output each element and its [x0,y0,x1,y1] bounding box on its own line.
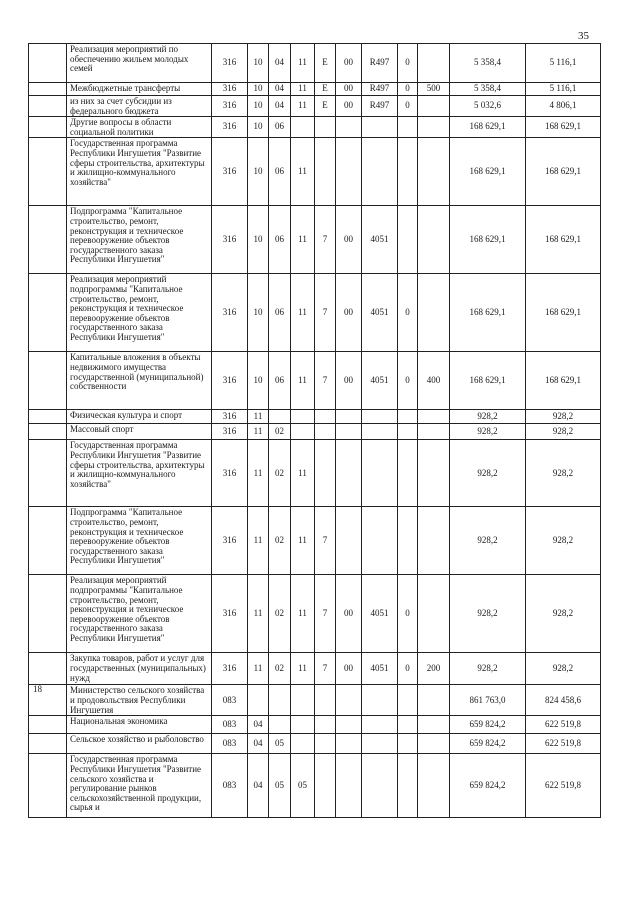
expense-type-code-cell [418,440,450,507]
gv-code-cell: 316 [212,274,248,352]
target-code-cell: 4051 [362,352,398,410]
item-name-cell: Реализация мероприятий подпрограммы "Капитальное строительство, ремонт, реконструкция и техническое перевооружение объектов государственного заказа Республики Ингушетия" [67,274,212,352]
amount-year2-cell: 5 116,1 [526,44,601,83]
amount-year2-cell: 622 519,8 [526,754,601,818]
direction-code-cell [336,117,362,138]
table-row [29,117,601,138]
amount-year1-cell: 928,2 [450,424,526,440]
direction-code-cell [336,410,362,424]
row-number-cell: 18 [29,685,67,716]
amount-year2-cell: 928,2 [526,575,601,653]
direction-code-cell [336,716,362,734]
direction-code-cell [336,424,362,440]
table-row [29,653,601,685]
expense-type-code-cell [418,734,450,754]
table-row [29,716,601,734]
subprogram-code-cell: Е [315,83,336,96]
item-name-cell: Подпрограмма "Капитальное строительство, ремонт, реконструкция и техническое перевооружение объектов государственного заказа Республики Ингушетия" [67,206,212,274]
table-row [29,96,601,117]
subsection-code-cell [269,685,291,716]
expense-type-code-cell [418,575,450,653]
amount-year1-cell: 861 763,0 [450,685,526,716]
direction-code-cell [336,685,362,716]
target-code-cell [362,716,398,734]
row-number-cell [29,440,67,507]
amount-year2-cell: 824 458,6 [526,685,601,716]
program-code-cell: 11 [291,653,315,685]
gv-code-cell: 316 [212,653,248,685]
direction-code-cell [336,754,362,818]
gv-code-cell: 083 [212,734,248,754]
subsection-code-cell [269,410,291,424]
subprogram-code-cell: 7 [315,507,336,575]
target-code-cell: 4051 [362,274,398,352]
program-code-cell [291,734,315,754]
direction-code-cell: 00 [336,352,362,410]
table-row [29,274,601,352]
row-number-cell [29,83,67,96]
row-number-cell [29,424,67,440]
table-body [29,44,601,818]
gv-code-cell: 316 [212,575,248,653]
row-number-cell [29,44,67,83]
program-code-cell [291,424,315,440]
amount-year1-cell: 659 824,2 [450,754,526,818]
gv-code-cell: 316 [212,117,248,138]
section-code-cell: 04 [248,716,269,734]
subsection-code-cell: 02 [269,507,291,575]
amount-year1-cell: 168 629,1 [450,206,526,274]
program-code-cell: 11 [291,206,315,274]
direction-code-cell [336,734,362,754]
table-row [29,44,601,83]
table-row [29,734,601,754]
expense-sub-code-cell [398,206,418,274]
expense-sub-code-cell: 0 [398,352,418,410]
expense-type-code-cell [418,410,450,424]
table-row [29,685,601,716]
item-name-cell: Министерство сельского хозяйства и продовольствия Республики Ингушетия [67,685,212,716]
gv-code-cell: 316 [212,83,248,96]
item-name-cell: Другие вопросы в области социальной политики [67,117,212,138]
amount-year2-cell: 5 116,1 [526,83,601,96]
subprogram-code-cell [315,410,336,424]
subprogram-code-cell [315,716,336,734]
program-code-cell [291,410,315,424]
table-row [29,440,601,507]
direction-code-cell [336,138,362,206]
program-code-cell [291,685,315,716]
row-number-cell [29,274,67,352]
program-code-cell: 11 [291,352,315,410]
expense-sub-code-cell: 0 [398,575,418,653]
subprogram-code-cell [315,138,336,206]
gv-code-cell: 316 [212,44,248,83]
section-code-cell: 04 [248,734,269,754]
expense-sub-code-cell: 0 [398,44,418,83]
table-row [29,410,601,424]
section-code-cell [248,685,269,716]
section-code-cell: 10 [248,138,269,206]
amount-year2-cell: 928,2 [526,440,601,507]
amount-year2-cell: 928,2 [526,424,601,440]
subsection-code-cell: 06 [269,274,291,352]
expense-type-code-cell [418,44,450,83]
subprogram-code-cell [315,734,336,754]
subsection-code-cell: 04 [269,96,291,117]
amount-year2-cell: 928,2 [526,410,601,424]
target-code-cell: 4051 [362,653,398,685]
subprogram-code-cell: 7 [315,206,336,274]
item-name-cell: Массовый спорт [67,424,212,440]
row-number-cell [29,138,67,206]
program-code-cell [291,117,315,138]
table-row [29,83,601,96]
amount-year1-cell: 5 358,4 [450,83,526,96]
direction-code-cell: 00 [336,96,362,117]
target-code-cell [362,117,398,138]
item-name-cell: Сельское хозяйство и рыболовство [67,734,212,754]
amount-year1-cell: 928,2 [450,653,526,685]
direction-code-cell: 00 [336,653,362,685]
table-row [29,507,601,575]
subsection-code-cell: 06 [269,117,291,138]
amount-year2-cell: 168 629,1 [526,274,601,352]
item-name-cell: Национальная экономика [67,716,212,734]
subprogram-code-cell [315,117,336,138]
subprogram-code-cell [315,440,336,507]
amount-year2-cell: 622 519,8 [526,716,601,734]
program-code-cell: 11 [291,44,315,83]
direction-code-cell [336,440,362,507]
program-code-cell: 11 [291,138,315,206]
expense-sub-code-cell [398,716,418,734]
amount-year2-cell: 928,2 [526,653,601,685]
amount-year1-cell: 5 358,4 [450,44,526,83]
subsection-code-cell: 02 [269,424,291,440]
expense-type-code-cell [418,424,450,440]
target-code-cell [362,754,398,818]
direction-code-cell: 00 [336,83,362,96]
expense-sub-code-cell [398,138,418,206]
amount-year1-cell: 168 629,1 [450,138,526,206]
row-number-cell [29,117,67,138]
subsection-code-cell: 06 [269,352,291,410]
section-code-cell: 10 [248,206,269,274]
row-number-cell [29,653,67,685]
amount-year2-cell: 168 629,1 [526,138,601,206]
expense-sub-code-cell [398,410,418,424]
subsection-code-cell: 02 [269,575,291,653]
subprogram-code-cell: Е [315,96,336,117]
row-number-cell [29,507,67,575]
amount-year2-cell: 168 629,1 [526,352,601,410]
expense-type-code-cell: 200 [418,653,450,685]
page-number: 35 [578,30,589,42]
section-code-cell: 11 [248,424,269,440]
program-code-cell: 11 [291,274,315,352]
expense-type-code-cell [418,138,450,206]
expense-sub-code-cell [398,424,418,440]
section-code-cell: 10 [248,117,269,138]
amount-year1-cell: 659 824,2 [450,716,526,734]
amount-year2-cell: 168 629,1 [526,117,601,138]
table-row [29,575,601,653]
program-code-cell: 11 [291,575,315,653]
amount-year1-cell: 928,2 [450,410,526,424]
subsection-code-cell: 04 [269,83,291,96]
item-name-cell: Капитальные вложения в объекты недвижимого имущества государственной (муниципальной) собственности [67,352,212,410]
subsection-code-cell: 05 [269,734,291,754]
expense-sub-code-cell: 0 [398,274,418,352]
direction-code-cell: 00 [336,575,362,653]
expense-type-code-cell [418,716,450,734]
expense-sub-code-cell [398,440,418,507]
direction-code-cell [336,507,362,575]
item-name-cell: Реализация мероприятий подпрограммы "Капитальное строительство, ремонт, реконструкция и техническое перевооружение объектов государственного заказа Республики Ингушетия" [67,575,212,653]
expense-sub-code-cell [398,685,418,716]
gv-code-cell: 316 [212,424,248,440]
budget-table [28,43,601,818]
subprogram-code-cell: 7 [315,575,336,653]
amount-year2-cell: 168 629,1 [526,206,601,274]
expense-sub-code-cell [398,734,418,754]
item-name-cell: Государственная программа Республики Ингушетия "Развитие сельского хозяйства и регулирование рынков сельскохозяйственной продукции, сырья и [67,754,212,818]
subprogram-code-cell: 7 [315,352,336,410]
gv-code-cell: 316 [212,138,248,206]
section-code-cell: 04 [248,754,269,818]
subsection-code-cell: 06 [269,138,291,206]
gv-code-cell: 316 [212,410,248,424]
target-code-cell: 4051 [362,206,398,274]
expense-type-code-cell [418,685,450,716]
amount-year1-cell: 168 629,1 [450,352,526,410]
target-code-cell: 4051 [362,575,398,653]
expense-type-code-cell [418,206,450,274]
amount-year2-cell: 928,2 [526,507,601,575]
program-code-cell: 11 [291,83,315,96]
row-number-cell [29,754,67,818]
expense-type-code-cell: 500 [418,83,450,96]
expense-sub-code-cell [398,754,418,818]
subsection-code-cell: 05 [269,754,291,818]
expense-type-code-cell [418,96,450,117]
table-row [29,754,601,818]
section-code-cell: 10 [248,352,269,410]
subsection-code-cell: 02 [269,653,291,685]
program-code-cell: 11 [291,507,315,575]
expense-type-code-cell: 400 [418,352,450,410]
item-name-cell: Государственная программа Республики Ингушетия "Развитие сферы строительства, архитектуры и жилищно-коммунального хозяйства" [67,440,212,507]
expense-sub-code-cell [398,117,418,138]
target-code-cell: R497 [362,96,398,117]
amount-year1-cell: 168 629,1 [450,274,526,352]
target-code-cell: R497 [362,83,398,96]
amount-year1-cell: 659 824,2 [450,734,526,754]
expense-type-code-cell [418,274,450,352]
section-code-cell: 10 [248,96,269,117]
row-number-cell [29,575,67,653]
gv-code-cell: 083 [212,754,248,818]
subprogram-code-cell: Е [315,44,336,83]
section-code-cell: 11 [248,507,269,575]
target-code-cell [362,138,398,206]
item-name-cell: Межбюджетные трансферты [67,83,212,96]
target-code-cell [362,424,398,440]
table-row [29,352,601,410]
section-code-cell: 11 [248,653,269,685]
gv-code-cell: 316 [212,352,248,410]
program-code-cell [291,716,315,734]
subprogram-code-cell: 7 [315,653,336,685]
subsection-code-cell [269,716,291,734]
direction-code-cell: 00 [336,274,362,352]
row-number-cell [29,734,67,754]
row-number-cell [29,716,67,734]
target-code-cell [362,734,398,754]
item-name-cell: Реализация мероприятий по обеспечению жильем молодых семей [67,44,212,83]
expense-sub-code-cell [398,507,418,575]
item-name-cell: из них за счет субсидии из федерального бюджета [67,96,212,117]
subsection-code-cell: 06 [269,206,291,274]
amount-year1-cell: 928,2 [450,507,526,575]
gv-code-cell: 316 [212,507,248,575]
target-code-cell: R497 [362,44,398,83]
section-code-cell: 11 [248,410,269,424]
section-code-cell: 11 [248,575,269,653]
amount-year1-cell: 5 032,6 [450,96,526,117]
table-row [29,138,601,206]
subprogram-code-cell [315,754,336,818]
program-code-cell: 11 [291,440,315,507]
subsection-code-cell: 04 [269,44,291,83]
table-row [29,424,601,440]
gv-code-cell: 316 [212,206,248,274]
subprogram-code-cell [315,424,336,440]
section-code-cell: 10 [248,83,269,96]
direction-code-cell: 00 [336,206,362,274]
item-name-cell: Физическая культура и спорт [67,410,212,424]
target-code-cell [362,440,398,507]
gv-code-cell: 083 [212,685,248,716]
amount-year1-cell: 928,2 [450,575,526,653]
expense-type-code-cell [418,754,450,818]
section-code-cell: 10 [248,274,269,352]
expense-sub-code-cell: 0 [398,653,418,685]
gv-code-cell: 316 [212,440,248,507]
target-code-cell [362,410,398,424]
section-code-cell: 11 [248,440,269,507]
program-code-cell: 11 [291,96,315,117]
section-code-cell: 10 [248,44,269,83]
amount-year2-cell: 4 806,1 [526,96,601,117]
expense-sub-code-cell: 0 [398,96,418,117]
subsection-code-cell: 02 [269,440,291,507]
expense-type-code-cell [418,507,450,575]
direction-code-cell: 00 [336,44,362,83]
subprogram-code-cell: 7 [315,274,336,352]
row-number-cell [29,96,67,117]
row-number-cell [29,352,67,410]
subprogram-code-cell [315,685,336,716]
target-code-cell [362,685,398,716]
gv-code-cell: 316 [212,96,248,117]
gv-code-cell: 083 [212,716,248,734]
row-number-cell [29,206,67,274]
amount-year2-cell: 622 519,8 [526,734,601,754]
expense-sub-code-cell: 0 [398,83,418,96]
item-name-cell: Подпрограмма "Капитальное строительство, ремонт, реконструкция и техническое перевооружение объектов государственного заказа Республики Ингушетия" [67,507,212,575]
item-name-cell: Закупка товаров, работ и услуг для государственных (муниципальных) нужд [67,653,212,685]
row-number-cell [29,410,67,424]
expense-type-code-cell [418,117,450,138]
amount-year1-cell: 168 629,1 [450,117,526,138]
amount-year1-cell: 928,2 [450,440,526,507]
table-row [29,206,601,274]
item-name-cell: Государственная программа Республики Ингушетия "Развитие сферы строительства, архитектуры и жилищно-коммунального хозяйства" [67,138,212,206]
target-code-cell [362,507,398,575]
program-code-cell: 05 [291,754,315,818]
